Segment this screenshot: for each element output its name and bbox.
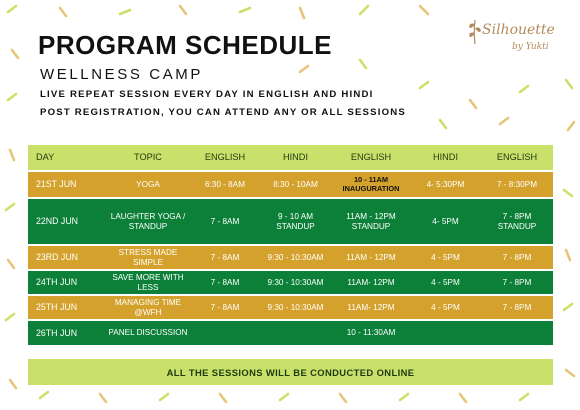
- day-cell: 25TH JUN: [28, 296, 105, 319]
- info-line-2: POST REGISTRATION, YOU CAN ATTEND ANY OR ALL SESSIONS: [40, 107, 407, 118]
- time-cell: 6:30 - 8AM: [191, 172, 259, 197]
- topic-cell: MANAGING TIME @WFH: [105, 296, 191, 319]
- topic-cell: YOGA: [105, 172, 191, 197]
- time-cell: 9:30 - 10:30AM: [259, 271, 332, 294]
- day-cell: 26TH JUN: [28, 321, 105, 345]
- time-cell: 9:30 - 10:30AM: [259, 296, 332, 319]
- day-cell: 22ND JUN: [28, 199, 105, 244]
- table-row: [28, 321, 553, 345]
- time-cell: 7 - 8AM: [191, 199, 259, 244]
- column-header: DAY: [28, 145, 105, 170]
- time-cell: [259, 321, 332, 345]
- table-row: [28, 199, 553, 244]
- info-line-1: LIVE REPEAT SESSION EVERY DAY IN ENGLISH AND HINDI: [40, 89, 374, 100]
- day-cell: 23RD JUN: [28, 246, 105, 269]
- time-cell: [191, 321, 259, 345]
- page-title: PROGRAM SCHEDULE: [38, 30, 333, 60]
- time-cell: 7 - 8AM: [191, 296, 259, 319]
- schedule-table: [28, 143, 553, 347]
- topic-cell: LAUGHTER YOGA / STANDUP: [105, 199, 191, 244]
- time-cell: 7 - 8AM: [191, 271, 259, 294]
- table-row: [28, 296, 553, 319]
- time-cell: 10 - 11AM INAUGURATION: [332, 172, 410, 197]
- logo-tagline: by Yukti: [512, 42, 549, 52]
- time-cell: 11AM- 12PM: [332, 296, 410, 319]
- time-cell: 9 - 10 AM STANDUP: [259, 199, 332, 244]
- time-cell: 9:30 - 10:30AM: [259, 246, 332, 269]
- table-header-row: [28, 145, 553, 170]
- column-header: HINDI: [259, 145, 332, 170]
- time-cell: 10 - 11:30AM: [332, 321, 410, 345]
- time-cell: 11AM- 12PM: [332, 271, 410, 294]
- column-header: ENGLISH: [481, 145, 553, 170]
- topic-cell: PANEL DISCUSSION: [105, 321, 191, 345]
- day-cell: 24TH JUN: [28, 271, 105, 294]
- time-cell: 7 - 8PM: [481, 296, 553, 319]
- time-cell: 7 - 8:30PM: [481, 172, 553, 197]
- time-cell: 7 - 8PM STANDUP: [481, 199, 553, 244]
- column-header: TOPIC: [105, 145, 191, 170]
- logo-name: Silhouette: [482, 22, 555, 38]
- time-cell: [481, 321, 553, 345]
- time-cell: 4- 5:30PM: [410, 172, 481, 197]
- time-cell: 4 - 5PM: [410, 246, 481, 269]
- online-notice-banner: ALL THE SESSIONS WILL BE CONDUCTED ONLINE: [28, 359, 553, 385]
- table-row: [28, 172, 553, 197]
- day-cell: 21ST JUN: [28, 172, 105, 197]
- time-cell: 7 - 8PM: [481, 271, 553, 294]
- topic-cell: SAVE MORE WITH LESS: [105, 271, 191, 294]
- page-subtitle: WELLNESS CAMP: [40, 66, 203, 83]
- time-cell: 4- 5PM: [410, 199, 481, 244]
- brand-logo: [464, 14, 564, 62]
- table-row: [28, 271, 553, 294]
- time-cell: 4 - 5PM: [410, 271, 481, 294]
- column-header: ENGLISH: [191, 145, 259, 170]
- time-cell: 7 - 8AM: [191, 246, 259, 269]
- time-cell: 11AM - 12PM STANDUP: [332, 199, 410, 244]
- time-cell: 7 - 8PM: [481, 246, 553, 269]
- column-header: HINDI: [410, 145, 481, 170]
- time-cell: 8:30 - 10AM: [259, 172, 332, 197]
- table-row: [28, 246, 553, 269]
- topic-cell: STRESS MADE SIMPLE: [105, 246, 191, 269]
- time-cell: [410, 321, 481, 345]
- time-cell: 11AM - 12PM: [332, 246, 410, 269]
- time-cell: 4 - 5PM: [410, 296, 481, 319]
- column-header: ENGLISH: [332, 145, 410, 170]
